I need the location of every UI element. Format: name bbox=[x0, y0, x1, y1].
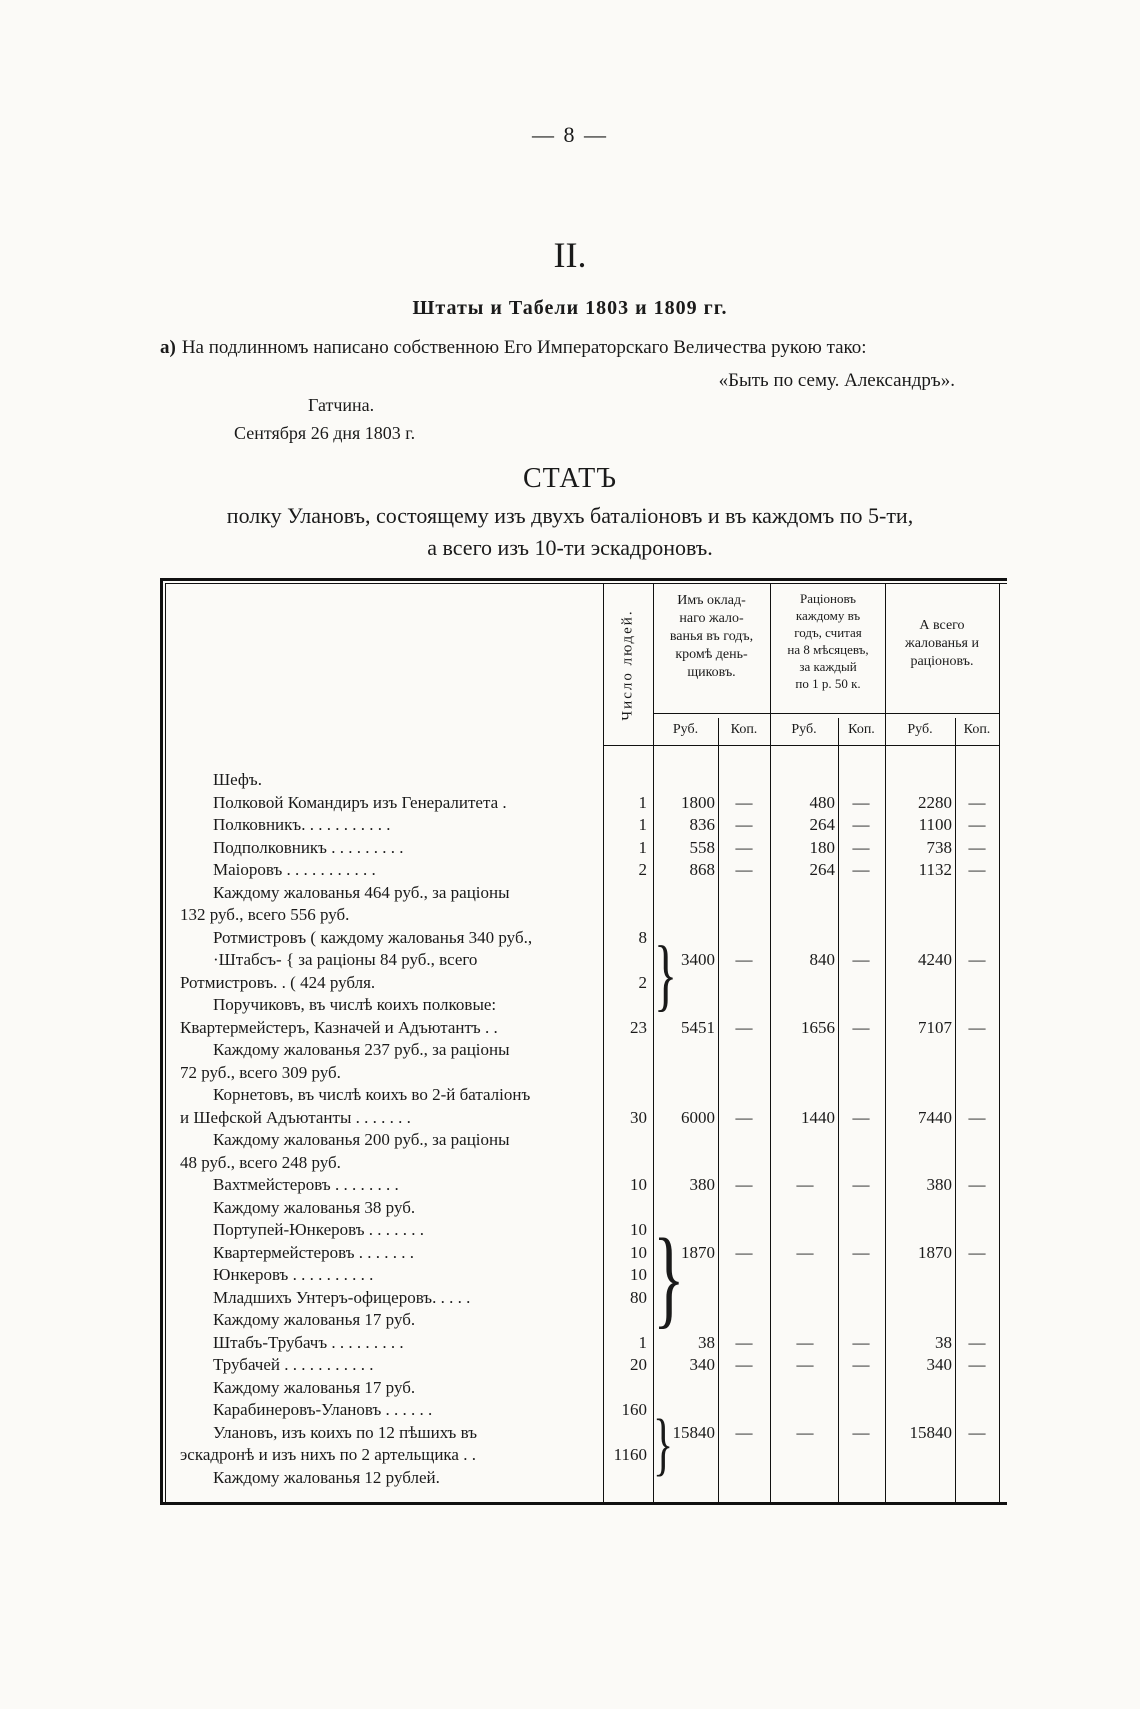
row-label: Юнкеровъ . . . . . . . . . . bbox=[213, 1265, 374, 1284]
cell-total-kop: — bbox=[968, 860, 986, 879]
cell-total-rub: 7107 bbox=[918, 1017, 952, 1037]
cell-salary-rub: 38 bbox=[698, 1332, 715, 1352]
cell-salary-rub: 1870 bbox=[681, 1242, 715, 1262]
cell-total-rub: 38 bbox=[935, 1332, 952, 1352]
cell-total-kop: — bbox=[968, 1017, 986, 1037]
row-label: Каждому жалованья 38 руб. bbox=[213, 1197, 416, 1217]
cell-salary-kop: — bbox=[735, 1107, 753, 1127]
cell-total-rub: 1100 bbox=[918, 815, 952, 834]
col-divider-right bbox=[999, 583, 1000, 1505]
note-place: Гатчина. bbox=[308, 395, 375, 415]
cell-total-kop: — bbox=[968, 1242, 986, 1262]
cell-rations-rub: 480 bbox=[809, 792, 835, 812]
cell-people: 1 bbox=[638, 792, 647, 812]
header-salary-kop: Коп. bbox=[730, 722, 758, 737]
cell-people: 10 bbox=[630, 1242, 647, 1262]
cell-rations-rub: — bbox=[796, 1242, 814, 1262]
cell-total-rub: 340 bbox=[926, 1355, 952, 1374]
brace-rotmistr: } bbox=[654, 931, 678, 1019]
cell-rations-rub: 180 bbox=[809, 837, 835, 857]
cell-salary-rub: 558 bbox=[689, 837, 715, 857]
header-total-kop: Коп. bbox=[963, 722, 991, 737]
cell-total-rub: 4240 bbox=[918, 950, 952, 969]
row-label: Каждому жалованья 464 руб., за раціоны bbox=[213, 882, 510, 902]
cell-rations-kop: — bbox=[852, 792, 870, 812]
cell-salary-kop: — bbox=[735, 1175, 753, 1194]
cell-people: 30 bbox=[630, 1107, 647, 1127]
row-label: Поручиковъ, въ числѣ коихъ полковые: bbox=[213, 995, 497, 1014]
row-label: Карабинеровъ-Улановъ . . . . . . bbox=[213, 1400, 433, 1419]
row-label: Полковой Командиръ изъ Генералитета . bbox=[213, 792, 507, 812]
cell-total-kop: — bbox=[968, 792, 986, 812]
row-label: Каждому жалованья 200 руб., за раціоны bbox=[213, 1130, 510, 1149]
cell-rations-rub: — bbox=[796, 1422, 814, 1442]
note-text: На подлинномъ написано собственною Его Императорскаго Величества рукою тако: bbox=[181, 337, 867, 358]
col-divider-salary-kop bbox=[718, 718, 719, 1505]
cell-rations-kop: — bbox=[852, 1355, 870, 1374]
cell-salary-kop: — bbox=[735, 860, 753, 879]
cell-total-kop: — bbox=[968, 1107, 986, 1127]
row-label: 48 руб., всего 248 руб. bbox=[180, 1152, 341, 1172]
cell-salary-rub: 6000 bbox=[681, 1107, 715, 1127]
cell-people: 10 bbox=[630, 1175, 647, 1194]
row-label: Каждому жалованья 237 руб., за раціоны bbox=[213, 1040, 510, 1059]
row-label: 132 руб., всего 556 руб. bbox=[180, 905, 350, 924]
cell-people: 8 bbox=[638, 927, 647, 947]
note-line-1 bbox=[160, 337, 867, 359]
cell-people: 1 bbox=[638, 837, 647, 857]
cell-salary-rub: 15840 bbox=[672, 1422, 715, 1442]
cell-rations-rub: 1656 bbox=[801, 1017, 835, 1037]
row-label: 72 руб., всего 309 руб. bbox=[180, 1062, 341, 1082]
row-label: Маіоровъ . . . . . . . . . . . bbox=[213, 860, 376, 879]
cell-rations-rub: — bbox=[796, 1332, 814, 1352]
cell-total-rub: 7440 bbox=[918, 1107, 952, 1127]
row-label: эскадронѣ и изъ нихъ по 2 артельщика . . bbox=[180, 1445, 476, 1464]
cell-salary-rub: 340 bbox=[689, 1355, 715, 1374]
header-total-rub: Руб. bbox=[907, 722, 933, 737]
header-rule-upper bbox=[653, 713, 999, 714]
header-rations-kop: Коп. bbox=[848, 722, 875, 737]
cell-total-rub: 2280 bbox=[918, 792, 952, 812]
cell-people: 20 bbox=[630, 1355, 647, 1374]
row-label: Полковникъ. . . . . . . . . . . bbox=[213, 815, 391, 834]
header-people: Число людей. bbox=[619, 609, 636, 721]
cell-salary-kop: — bbox=[735, 815, 753, 834]
cell-people: 80 bbox=[630, 1287, 647, 1307]
header-salary: Имъ оклад- наго жало- ванья въ годъ, кромѣ день- щиковъ. bbox=[669, 593, 754, 680]
header-rule-lower bbox=[603, 745, 999, 746]
row-label: Ротмистровъ ( каждому жалованья 340 руб., bbox=[213, 927, 533, 947]
cell-rations-rub: 264 bbox=[809, 815, 835, 834]
cell-total-kop: — bbox=[968, 950, 986, 969]
section-number: II. bbox=[553, 235, 587, 275]
row-label: Улановъ, изъ коихъ по 12 пѣшихъ въ bbox=[213, 1422, 477, 1442]
cell-total-rub: 380 bbox=[926, 1175, 952, 1194]
cell-people: 2 bbox=[638, 860, 647, 879]
cell-total-rub: 15840 bbox=[909, 1422, 952, 1442]
cell-rations-kop: — bbox=[852, 815, 870, 834]
cell-salary-kop: — bbox=[735, 792, 753, 812]
cell-people: 160 bbox=[621, 1400, 647, 1419]
cell-rations-rub: 264 bbox=[809, 860, 835, 879]
cell-people: 23 bbox=[630, 1017, 647, 1037]
row-label: Шефъ. bbox=[213, 770, 262, 789]
cell-salary-kop: — bbox=[735, 1332, 753, 1352]
cell-rations-kop: — bbox=[852, 1017, 870, 1037]
row-label: Младшихъ Унтеръ-офицеровъ. . . . . bbox=[213, 1287, 471, 1307]
header-rations: Раціоновъ каждому въ годъ, считая на 8 мѣсяцевъ, за каждый по 1 р. 50 к. bbox=[787, 591, 869, 691]
cell-total-kop: — bbox=[968, 837, 986, 857]
note-date: Сентября 26 дня 1803 г. bbox=[234, 423, 416, 443]
cell-rations-kop: — bbox=[852, 1107, 870, 1127]
header-salary-rub: Руб. bbox=[672, 722, 699, 737]
cell-salary-kop: — bbox=[735, 950, 753, 969]
cell-people: 2 bbox=[638, 972, 647, 992]
cell-salary-kop: — bbox=[735, 1242, 753, 1262]
cell-rations-kop: — bbox=[852, 1422, 870, 1442]
cell-salary-rub: 380 bbox=[689, 1175, 715, 1194]
cell-salary-rub: 5451 bbox=[681, 1017, 715, 1037]
cell-salary-rub: 868 bbox=[689, 860, 715, 879]
cell-rations-rub: — bbox=[796, 1175, 814, 1194]
cell-people: 10 bbox=[630, 1220, 647, 1239]
row-label: Вахтмейстеровъ . . . . . . . . bbox=[213, 1175, 399, 1194]
cell-salary-kop: — bbox=[735, 1422, 753, 1442]
header-total: А всего жалованья и раціоновъ. bbox=[905, 618, 979, 669]
row-label: Каждому жалованья 17 руб. bbox=[213, 1377, 416, 1397]
cell-total-rub: 738 bbox=[926, 837, 952, 857]
cell-rations-rub: — bbox=[796, 1355, 814, 1374]
cell-rations-kop: — bbox=[852, 1175, 870, 1194]
cell-total-kop: — bbox=[968, 815, 986, 834]
header-rations-rub: Руб. bbox=[791, 722, 817, 737]
row-label: Портупей-Юнкеровъ . . . . . . . bbox=[213, 1220, 425, 1239]
cell-salary-rub: 3400 bbox=[681, 950, 715, 969]
row-label: Штабъ-Трубачъ . . . . . . . . . bbox=[213, 1332, 404, 1352]
cell-rations-rub: 1440 bbox=[801, 1107, 835, 1127]
cell-rations-kop: — bbox=[852, 860, 870, 879]
cell-rations-kop: — bbox=[852, 837, 870, 857]
brace-ulans: } bbox=[653, 1406, 674, 1483]
cell-people: 1160 bbox=[613, 1445, 647, 1464]
row-label: Квартермейстеръ, Казначей и Адъютантъ . . bbox=[180, 1017, 498, 1037]
page-number: — 8 — bbox=[532, 122, 608, 147]
cell-total-rub: 1132 bbox=[918, 860, 952, 879]
cell-total-kop: — bbox=[968, 1175, 986, 1194]
row-label: Подполковникъ . . . . . . . . . bbox=[213, 837, 404, 857]
row-label: ·Штабсъ- { за раціоны 84 руб., всего bbox=[213, 950, 478, 969]
cell-salary-rub: 836 bbox=[689, 815, 715, 834]
cell-people: 1 bbox=[638, 815, 647, 834]
document-subtitle-1: полку Улановъ, состоящему изъ двухъ баталіоновъ и въ каждомъ по 5-ти, bbox=[226, 503, 914, 528]
cell-rations-kop: — bbox=[852, 1242, 870, 1262]
row-label: и Шефской Адъютанты . . . . . . . bbox=[180, 1107, 411, 1127]
col-divider-rations-kop bbox=[838, 718, 839, 1505]
document-subtitle-2: а всего изъ 10-ти эскадроновъ. bbox=[427, 535, 713, 560]
col-divider-total-kop bbox=[955, 718, 956, 1505]
cell-people: 1 bbox=[638, 1332, 647, 1352]
cell-rations-kop: — bbox=[852, 950, 870, 969]
cell-salary-rub: 1800 bbox=[681, 792, 715, 812]
cell-salary-kop: — bbox=[735, 1355, 753, 1374]
cell-people: 10 bbox=[630, 1265, 647, 1284]
cell-total-kop: — bbox=[968, 1355, 986, 1374]
document-title: СТАТЪ bbox=[522, 463, 618, 494]
row-label: Ротмистровъ. . ( 424 рубля. bbox=[180, 972, 376, 992]
cell-total-kop: — bbox=[968, 1422, 986, 1442]
page-heading: Штаты и Табели 1803 и 1809 гг. bbox=[412, 297, 728, 319]
row-label: Каждому жалованья 12 рублей. bbox=[213, 1467, 440, 1487]
cell-rations-rub: 840 bbox=[809, 950, 835, 969]
row-label: Квартермейстеровъ . . . . . . . bbox=[213, 1242, 414, 1262]
cell-total-kop: — bbox=[968, 1332, 986, 1352]
cell-salary-kop: — bbox=[735, 837, 753, 857]
cell-total-rub: 1870 bbox=[918, 1242, 952, 1262]
note-line-2: «Быть по сему. Александръ». bbox=[718, 370, 955, 391]
brace-junkers: } bbox=[653, 1216, 685, 1338]
cell-rations-kop: — bbox=[852, 1332, 870, 1352]
cell-salary-kop: — bbox=[735, 1017, 753, 1037]
row-label: Каждому жалованья 17 руб. bbox=[213, 1310, 416, 1329]
row-label: Корнетовъ, въ числѣ коихъ во 2-й баталіонъ bbox=[213, 1085, 531, 1104]
row-label: Трубачей . . . . . . . . . . . bbox=[213, 1355, 374, 1374]
note-label: а) bbox=[160, 337, 176, 358]
